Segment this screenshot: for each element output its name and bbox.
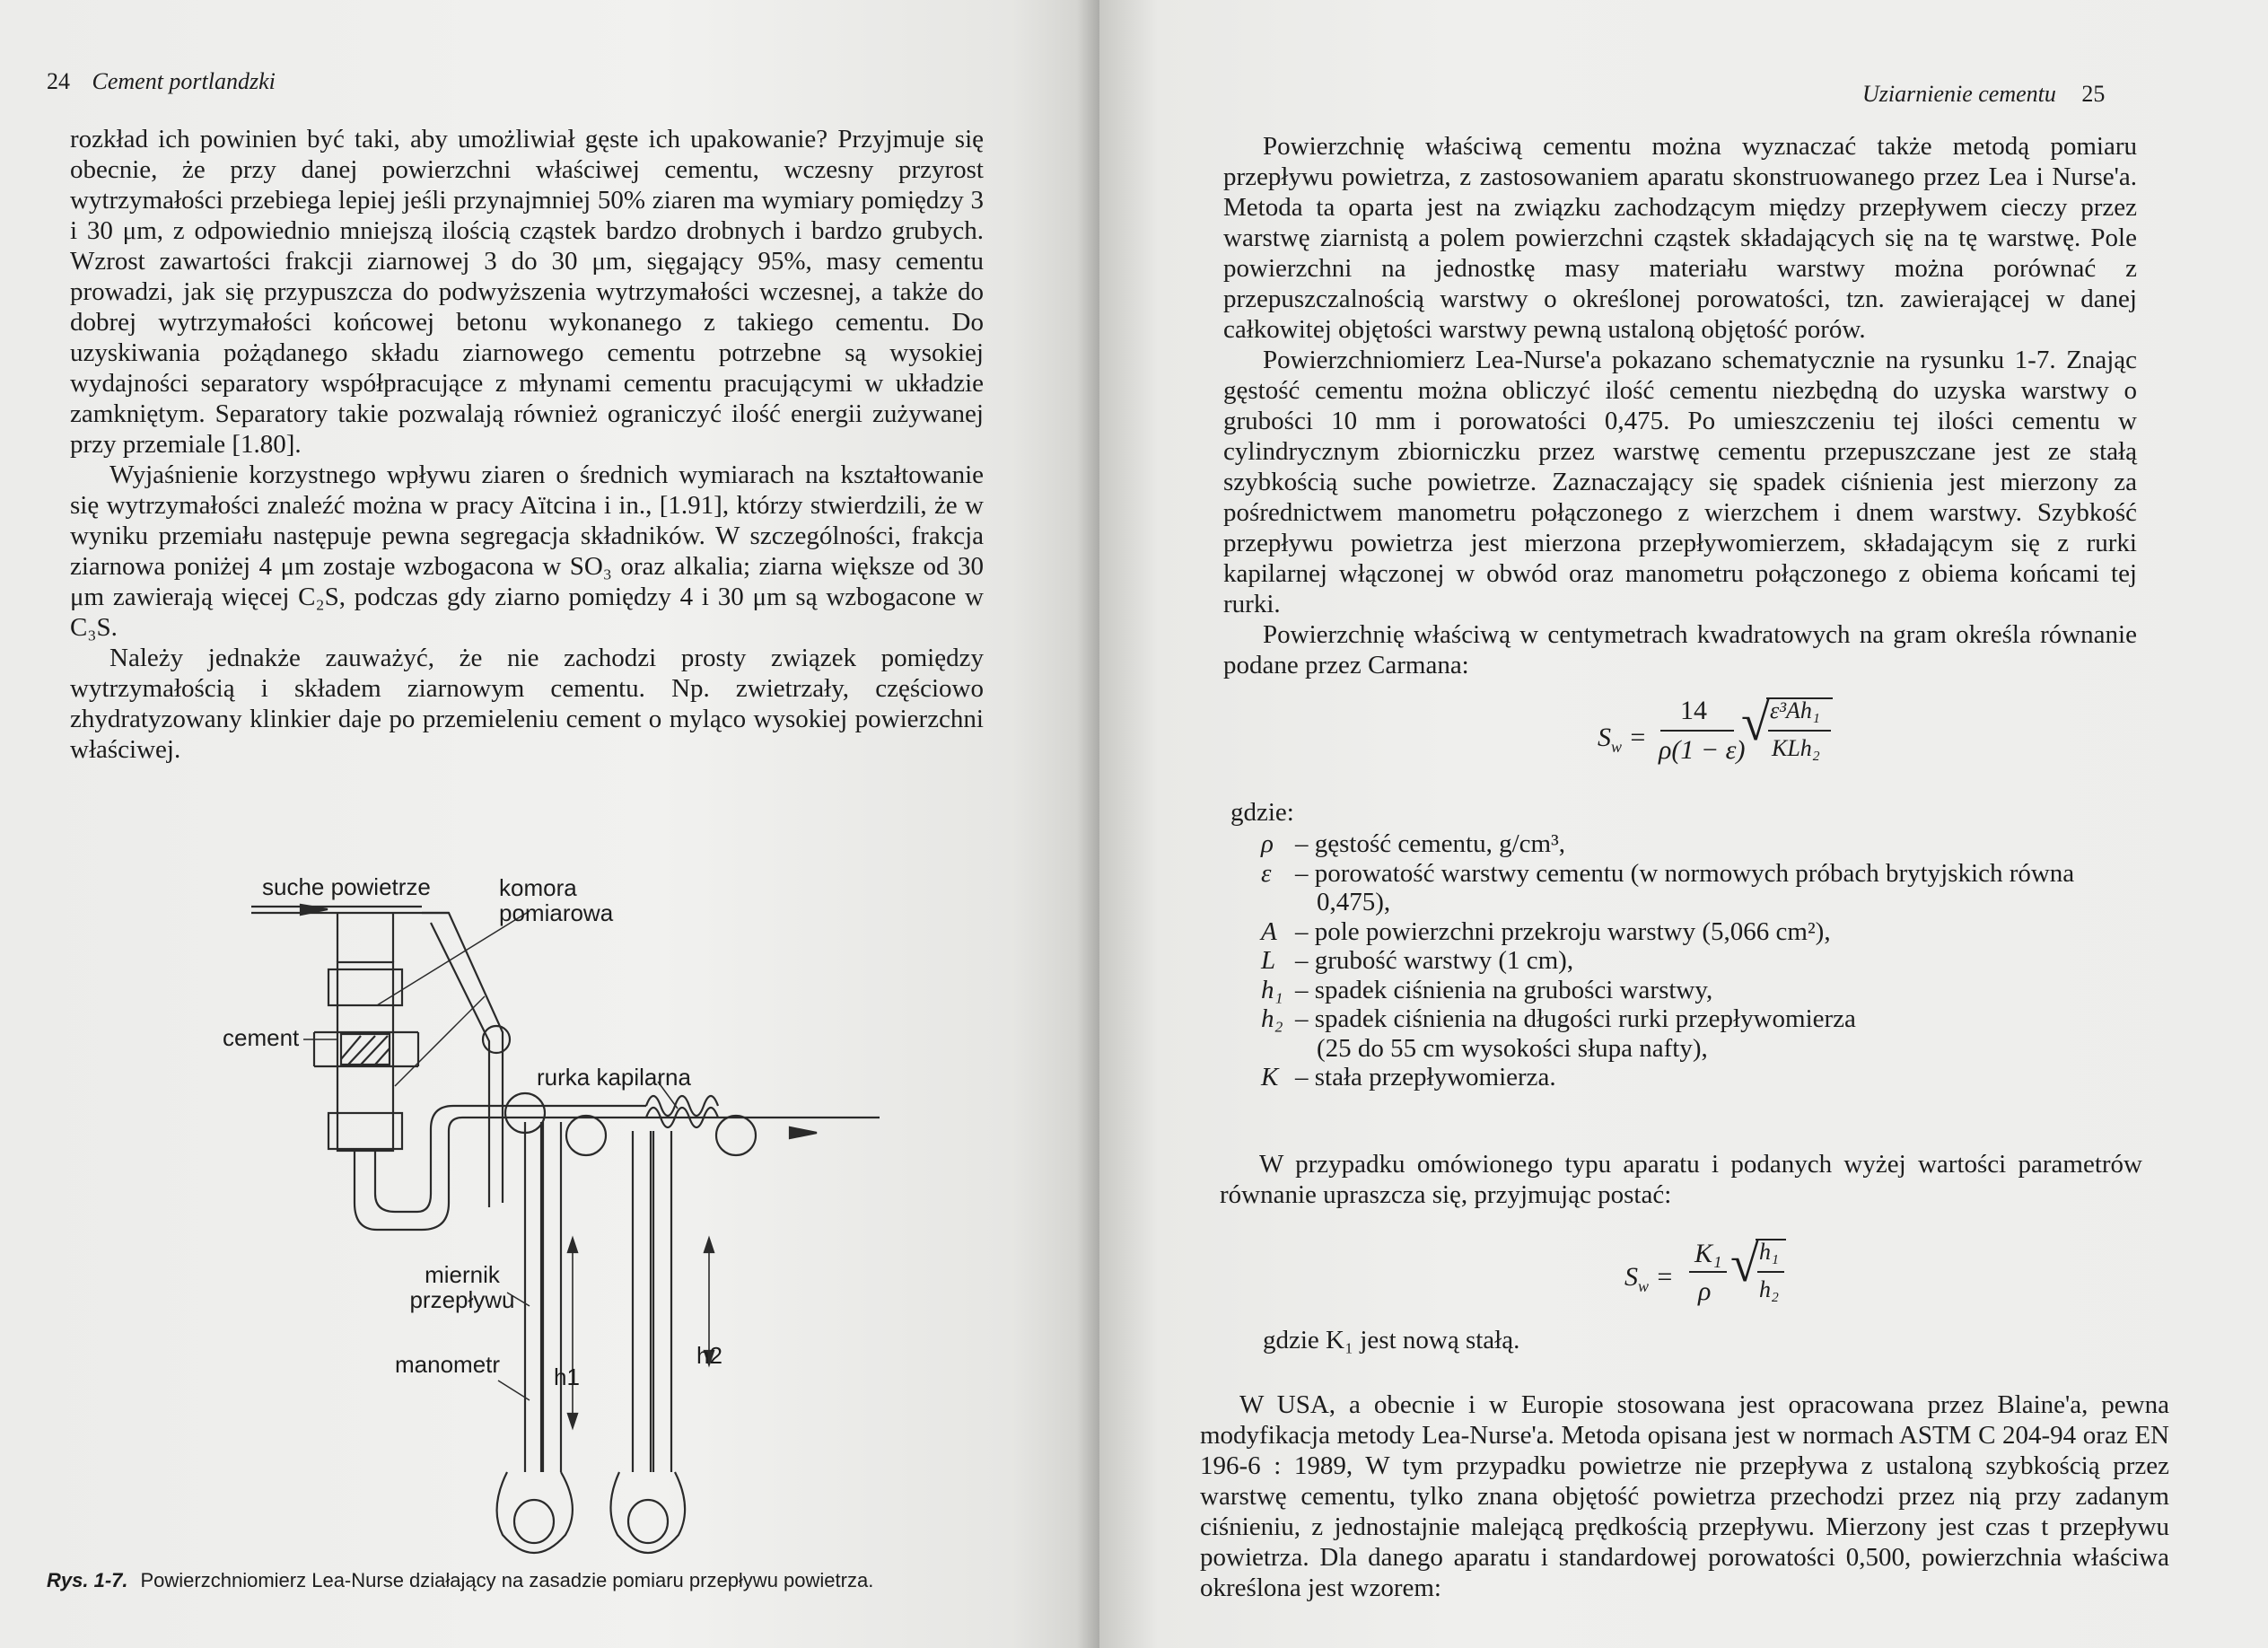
- formula-lhs: $S_w$ =: [1598, 723, 1647, 756]
- usa-paragraph: W USA, a obecnie i w Europie stosowana jest opracowana przez Blaine'a, pewna modyfikacja metody Lea-Nurse'a. Metoda opisana jest w normach ASTM C 204-94 oraz EN 196-6 : 1989, W tym przypadku powietrze nie przepływa z ustaloną szybkością przez warstwę cementu, tylko znana objętość powietrza przechodzi przez nią przy zadanym ciśnieniu, z jednostajnie malejącą prędkością przepływu. Mierzony jest czas t przepływu powietrza. Dla danego aparatu i standardowej porowatości 0,500, powierzchnia właściwa określona jest wzorem:: [1200, 1390, 2169, 1602]
- label-h2: h2: [696, 1342, 722, 1369]
- carman-formula: [1598, 693, 1831, 781]
- formula-denominator: ρ: [1698, 1276, 1712, 1306]
- flowmeter-bulb: [610, 1472, 685, 1553]
- definition-row: ε – porowatość warstwy cementu (w normowych próbach brytyjskich równa: [1261, 858, 2075, 888]
- paragraph: rozkład ich powinien być taki, aby umożliwiał gęste ich upakowanie? Przyjmuje się obecnie, że przy danej powierzchni właściwej cementu, wczesny przyrost wytrzymałości przebiega lepiej jeśli przynajmniej 50% ziaren ma wymiary pomiędzy 3 i 30 μm, z odpowiednio mniejszą ilością cząstek bardzo drobnych i bardzo grubych. Wzrost zawartości frakcji ziarnowej 3 do 30 μm, sięgający 95%, masy cementu prowadzi, jak się przypuszcza do podwyższenia wytrzymałości wczesnej, a także do dobrej wytrzymałości końcowej betonu wykonanego z takiego cementu. Do uzyskiwania pożądanego składu ziarnowego cementu potrzebne są wysokiej wydajności separatory współpracujące z młynami cementu pracującymi w układzie zamkniętym. Separatory takie pozwalają również ograniczyć ilość energii zużywanej przy przemiale [1.80].: [70, 125, 984, 459]
- right-page-number: 25: [2081, 81, 2106, 107]
- label-cement: cement: [223, 1024, 300, 1051]
- formula-numerator: K₁: [1694, 1239, 1722, 1268]
- label-h1: h1: [554, 1363, 580, 1390]
- label-measuring-chamber: komora pomiarowa: [499, 874, 614, 926]
- capillary-coil: [646, 1096, 718, 1116]
- label-capillary-tube: rurka kapilarna: [537, 1064, 691, 1091]
- root-numerator: h₁: [1759, 1239, 1780, 1265]
- simplified-formula: [1624, 1234, 1786, 1319]
- definition-row: ρ – gęstość cementu, g/cm³,: [1261, 829, 1566, 858]
- root-numerator: ε³Ah₁: [1770, 697, 1820, 723]
- definition-row: K – stała przepływomierza.: [1261, 1063, 1556, 1091]
- simplify-paragraph: W przypadku omówionego typu aparatu i podanych wyżej wartości parametrów równanie upraszcza się, przyjmując postać:: [1220, 1150, 2142, 1209]
- root-denominator: KLh₂: [1772, 735, 1820, 761]
- right-running-header: [1862, 81, 2105, 108]
- paragraph: Wyjaśnienie korzystnego wpływu ziaren o średnich wymiarach na kształtowanie się wytrzymałości znaleźć można w pracy Aïtcina i in., [1.91], którzy stwierdzili, że w wyniku przemiału następuje pewna segregacja składników. W szczególności, frakcja ziarnowa poniżej 4 μm zostaje wzbogacona w SO₃ oraz alkalia; ziarna większe od 30 μm zawierają więcej C₂S, podczas gdy ziarno pomiędzy 4 i 30 μm są wzbogacone w C₃S.: [70, 460, 984, 642]
- definition-row: A – pole powierzchni przekroju warstwy (5,066 cm²),: [1261, 916, 1831, 946]
- right-body-text: [1223, 131, 2137, 680]
- root-denominator: h₂: [1759, 1276, 1780, 1302]
- figure-caption: [47, 1569, 1079, 1592]
- right-page: [1099, 0, 2268, 1648]
- cement-cell: [337, 962, 393, 1151]
- fraction-bar: [1689, 1271, 1727, 1273]
- left-page: [0, 0, 1099, 1648]
- manometer-bulb: [497, 1472, 573, 1553]
- definition-row: h₁ – spadek ciśnienia na grubości warstwy,: [1261, 975, 1713, 1004]
- caption-label: Rys. 1-7.: [47, 1569, 128, 1591]
- formula-lhs: $S_w$ =: [1624, 1262, 1674, 1295]
- label-manometer: manometr: [395, 1351, 501, 1378]
- paragraph: Powierzchnię właściwą w centymetrach kwadratowych na gram określa równanie podane przez Carmana:: [1223, 620, 2137, 679]
- k1-note: gdzie K₁ jest nową stałą.: [1263, 1326, 1520, 1354]
- sqrt-icon: √: [1730, 1234, 1759, 1293]
- definition-row: L – grubość warstwy (1 cm),: [1261, 946, 1574, 975]
- definition-cont: 0,475),: [1317, 888, 1391, 916]
- definition-row: h₂ – spadek ciśnienia na długości rurki przepływomierza: [1261, 1004, 1856, 1033]
- paragraph: Powierzchniomierz Lea-Nurse'a pokazano schematycznie na rysunku 1-7. Znając gęstość cementu można obliczyć ilość cementu niezbędną do uzyska warstwy o grubości 10 mm i porowatości 0,475. Po umieszczeniu tej ilości cementu w cylindrycznym zbiorniczku przez warstwę cementu przepuszczane jest ze stałą szybkością suche powietrze. Zaznaczający się spadek ciśnienia jest mierzony za pośrednictwem manometru połączonego z wierzchem i dnem warstwy. Szybkość przepływu powietrza jest mierzona przepływomierzem, składającym się z rurki kapilarnej włączonej w obwód oraz manometru połączonego z obiema końcami tej rurki.: [1223, 346, 2137, 618]
- label-flowmeter: miernik przepływu: [409, 1261, 515, 1313]
- sqrt-icon: √: [1741, 693, 1770, 751]
- paragraph: Należy jednakże zauważyć, że nie zachodzi prosty związek pomiędzy wytrzymałością i składem ziarnowym cementu. Np. zwietrzały, częściowo zhydratyzowany klinkier daje po przemieleniu cement o myląco wysokiej powierzchni właściwej.: [70, 644, 984, 764]
- formula-denominator: ρ(1 − ε): [1659, 735, 1746, 765]
- lea-nurse-apparatus-diagram: [0, 0, 1099, 1648]
- paragraph: Powierzchnię właściwą cementu można wyznaczać także metodą pomiaru przepływu powietrza, z zastosowaniem aparatu skonstruowanego przez Lea i Nurse'a. Metoda ta oparta jest na związku zachodzącym między przepływem cieczy przez warstwę ziarnistą a polem powierzchni cząstek składających się na tę warstwę. Pole powierzchni na jednostkę masy materiału warstwy można porównać z przepuszczalnością warstwy o określonej porowatości, tzn. zawierającej w danej całkowitej objętości warstwy pewną ustaloną objętość porów.: [1223, 132, 2137, 344]
- fraction-bar: [1660, 730, 1734, 732]
- definition-cont: (25 do 55 cm wysokości słupa nafty),: [1317, 1033, 1708, 1063]
- right-running-title: Uziarnienie cementu: [1862, 81, 2056, 107]
- label-dry-air: suche powietrze: [262, 873, 431, 900]
- left-page-number: 24: [47, 68, 70, 94]
- outlet-arrow-icon: [790, 1127, 817, 1138]
- caption-text: Powierzchniomierz Lea-Nurse działający na zasadzie pomiaru przepływu powietrza.: [140, 1569, 874, 1591]
- left-running-title: Cement portlandzki: [92, 68, 276, 94]
- formula-numerator: 14: [1680, 696, 1707, 725]
- gdzie-label: gdzie:: [1230, 798, 1294, 827]
- variable-definitions: [1261, 829, 2159, 1092]
